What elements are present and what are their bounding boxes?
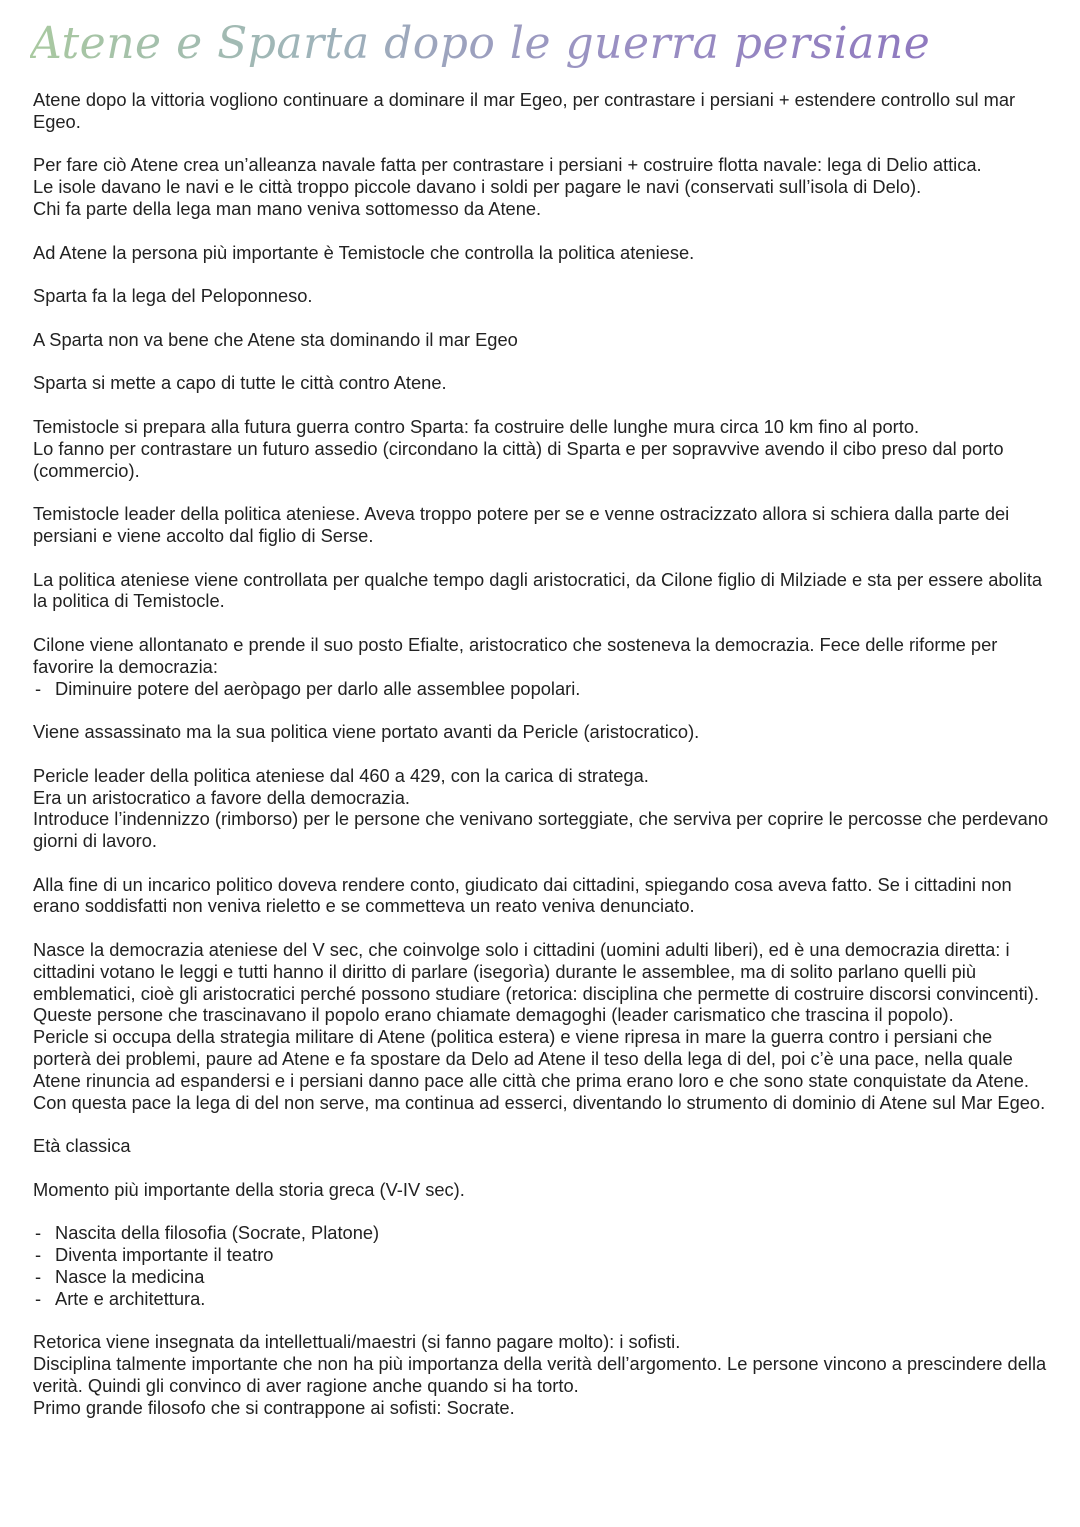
list-item: - Diventa importante il teatro (33, 1244, 1051, 1266)
paragraph-group (33, 1331, 1051, 1418)
paragraph: Viene assassinato ma la sua politica viene portato avanti da Pericle (aristocratico). (33, 721, 700, 743)
page-title: Atene e Sparta dopo le guerra persiane (30, 14, 930, 74)
document-body (33, 89, 1051, 1419)
text-line: Temistocle si prepara alla futura guerra contro Sparta: fa costruire delle lunghe mura circa 10 km fino al porto. (33, 415, 920, 437)
paragraph: Atene dopo la vittoria vogliono continuare a dominare il mar Egeo, per contrastare i persiani + estendere controllo sul mar Egeo. (33, 89, 1016, 132)
bullet-list (33, 678, 1051, 700)
text-line: Per fare ciò Atene crea un’alleanza navale fatta per contrastare i persiani + costruire flotta navale: lega di Delio attica. (33, 154, 982, 176)
list-item: - Arte e architettura. (33, 1288, 1051, 1310)
text-line: Primo grande filosofo che si contrappone ai sofisti: Socrate. (33, 1396, 515, 1418)
text-line: Lo fanno per contrastare un futuro assedio (circondano la città) di Sparta e per sopravvive avendo il cibo preso dal porto (commercio). (33, 437, 1004, 481)
section-heading: Età classica (33, 1135, 131, 1157)
list-item: - Diminuire potere del aeròpago per darlo alle assemblee popolari. (33, 678, 1051, 700)
text-line: Pericle leader della politica ateniese dal 460 a 429, con la carica di stratega. (33, 764, 649, 786)
paragraph: Temistocle leader della politica ateniese. Aveva troppo potere per se e venne ostracizzato allora si schiera dalla parte dei persiani e viene accolto dal figlio di Serse. (33, 503, 1010, 546)
paragraph-group (33, 416, 1051, 481)
paragraph: Sparta fa la lega del Peloponneso. (33, 285, 313, 307)
bullet-list (33, 1222, 1051, 1309)
text-line: Le isole davano le navi e le città troppo piccole davano i soldi per pagare le navi (conservati sull’isola di Delo). (33, 176, 922, 198)
list-item: - Nascita della filosofia (Socrate, Platone) (33, 1222, 1051, 1244)
list-item: - Nasce la medicina (33, 1266, 1051, 1288)
paragraph: A Sparta non va bene che Atene sta dominando il mar Egeo (33, 328, 518, 350)
text-line: Era un aristocratico a favore della democrazia. (33, 786, 410, 808)
paragraph: Sparta si mette a capo di tutte le città contro Atene. (33, 372, 447, 394)
paragraph-with-list (33, 634, 1051, 699)
paragraph-group (33, 154, 1051, 219)
text-line: Chi fa parte della lega man mano veniva sottomesso da Atene. (33, 197, 542, 219)
text-line: Disciplina talmente importante che non ha più importanza della verità dell’argomento. Le persone vincono a prescindere della verità. Quindi gli convinco di aver ragione anche quando si ha torto. (33, 1353, 1047, 1397)
paragraph-group (33, 765, 1051, 852)
text-line: Retorica viene insegnata da intellettuali/maestri (si fanno pagare molto): i sofisti. (33, 1331, 681, 1353)
paragraph: Momento più importante della storia greca (V-IV sec). (33, 1178, 465, 1200)
paragraph-group (33, 939, 1051, 1113)
text-line: Pericle si occupa della strategia militare di Atene (politica estera) e viene ripresa in mare la guerra contro i persiani che porterà dei problemi, paure ad Atene e fa spostare da Delo ad Atene il teso della lega di del, poi c’è una pace, nella quale Atene rinuncia ad espandersi e i persiani danno pace alle città che prima erano loro e che sono state conquistate da Atene. Con questa pace la lega di del non serve, ma continua ad esserci, diventando lo strumento di dominio di Atene sul Mar Egeo. (33, 1026, 1046, 1113)
paragraph: Ad Atene la persona più importante è Temistocle che controlla la politica ateniese. (33, 241, 695, 263)
paragraph: Alla fine di un incarico politico doveva rendere conto, giudicato dai cittadini, spiegando cosa aveva fatto. Se i cittadini non erano soddisfatti non veniva rieletto e se commetteva un reato veniva denunciato. (33, 873, 1012, 917)
text-line: Introduce l’indennizzo (rimborso) per le persone che venivano sorteggiate, che serviva per coprire le percosse che perdevano giorni di lavoro. (33, 808, 1049, 852)
text-line: Nasce la democrazia ateniese del V sec, che coinvolge solo i cittadini (uomini adulti liberi), ed è una democrazia diretta: i cittadini votano le leggi e tutti hanno il diritto di parlare (isegorìa) durante le assemblee, ma di solito parlano quelli più emblematici, cioè gli aristocratici perché possono studiare (retorica: disciplina che permette di costruire discorsi convincenti). (33, 939, 1039, 1004)
text-line: Cilone viene allontanato e prende il suo posto Efialte, aristocratico che sosteneva la democrazia. Fece delle riforme per favorire la democrazia: (33, 633, 998, 677)
paragraph: La politica ateniese viene controllata per qualche tempo dagli aristocratici, da Cilone figlio di Milziade e sta per essere abolita la politica di Temistocle. (33, 568, 1043, 612)
text-line: Queste persone che trascinavano il popolo erano chiamate demagoghi (leader carismatico che trascina il popolo). (33, 1004, 954, 1026)
